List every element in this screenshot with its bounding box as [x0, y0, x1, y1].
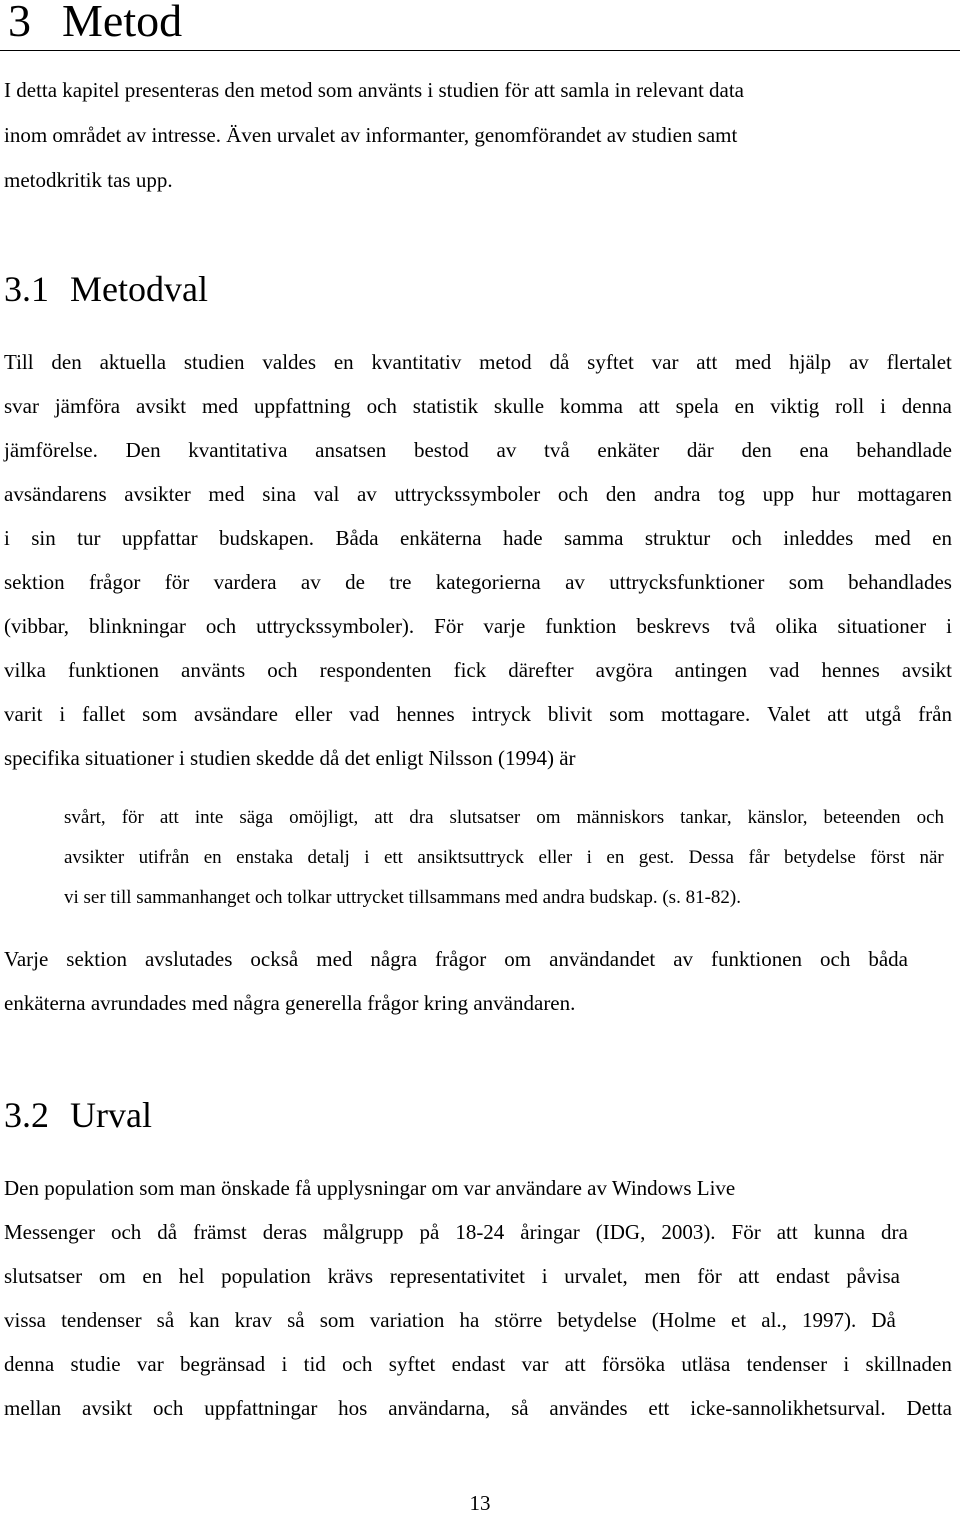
paragraph-line: I detta kapitel presenteras den metod som använts i studien för att samla in relevant data [4, 78, 745, 102]
word: och [153, 1396, 184, 1420]
word: hjälp [789, 350, 832, 374]
word: detalj [307, 847, 350, 868]
word: flertalet [886, 350, 952, 374]
word: av [356, 482, 377, 506]
word: eller [294, 702, 333, 726]
word: så [156, 1308, 175, 1332]
word: 2003). [661, 1220, 716, 1244]
word: men [644, 1264, 681, 1288]
word: att [696, 350, 718, 374]
word: krav [234, 1308, 272, 1332]
word: ett [383, 847, 403, 868]
word: mottagaren [857, 482, 952, 506]
word: främst [193, 1220, 247, 1244]
word: utifrån [138, 847, 190, 868]
word: först [870, 847, 906, 868]
word: tendenser [61, 1308, 142, 1332]
word: (vibbar, [4, 614, 70, 638]
word: För [434, 614, 464, 638]
word: tog [718, 482, 745, 506]
paragraph-line [4, 1394, 952, 1422]
word: fallet [82, 702, 126, 726]
word: uttryckssymboler). [256, 614, 415, 638]
word: på [419, 1220, 440, 1244]
word: tid [303, 1352, 326, 1376]
word: jämföra [54, 394, 121, 418]
word: statistik [412, 394, 479, 418]
word: betydelse [557, 1308, 637, 1332]
word: al., [761, 1308, 787, 1332]
paragraph-line [4, 1350, 952, 1378]
word: beskrevs [636, 614, 710, 638]
word: mottagare. [661, 702, 751, 726]
word: som [142, 702, 178, 726]
word: och [731, 526, 762, 550]
word: att [827, 702, 849, 726]
word: den [741, 438, 772, 462]
word: svårt, [64, 807, 106, 828]
word: användandet [549, 947, 656, 971]
word: funktionen [711, 947, 803, 971]
word: båda [868, 947, 908, 971]
word: roll [835, 394, 865, 418]
word: användes [549, 1396, 628, 1420]
word: där [686, 438, 714, 462]
section-number: 3.2 [4, 1095, 49, 1135]
paragraph-line [4, 392, 952, 420]
word: så [287, 1308, 305, 1332]
word: hur [811, 482, 840, 506]
word: målgrupp [323, 1220, 404, 1244]
word: att [738, 1264, 760, 1288]
word: var [651, 350, 679, 374]
word: upp [762, 482, 795, 506]
word: i [880, 394, 886, 418]
word: svar [4, 394, 39, 418]
word: komma [559, 394, 623, 418]
word: kategorierna [435, 570, 541, 594]
word: avsikter [64, 847, 125, 868]
word: i [541, 1264, 548, 1288]
word: med [201, 394, 239, 418]
word: Båda [335, 526, 379, 550]
paragraph-line [4, 945, 908, 973]
word: avsändarens [4, 482, 107, 506]
word: hennes [821, 658, 880, 682]
word: representativitet [389, 1264, 526, 1288]
word: sina [262, 482, 297, 506]
word: valdes [262, 350, 317, 374]
word: (IDG, [595, 1220, 646, 1244]
word: kvantitativa [188, 438, 288, 462]
word: Dessa [688, 847, 734, 868]
word: krävs [327, 1264, 374, 1288]
word: avsikt [135, 394, 187, 418]
word: några [370, 947, 418, 971]
word: struktur [644, 526, 711, 550]
word: som [609, 702, 645, 726]
word: den [51, 350, 82, 374]
word: begränsad [180, 1352, 266, 1376]
word: tre [389, 570, 412, 594]
word: (Holme [651, 1308, 716, 1332]
word: med [874, 526, 911, 550]
word: aktuella [99, 350, 167, 374]
word: kvantitativ [371, 350, 462, 374]
word: att [638, 394, 660, 418]
word: åringar [520, 1220, 580, 1244]
word: denna [901, 394, 952, 418]
paragraph-line [4, 1218, 908, 1246]
word: Varje [4, 947, 49, 971]
paragraph-line [4, 656, 952, 684]
word: skulle [493, 394, 545, 418]
word: Messenger [4, 1220, 95, 1244]
word: av [673, 947, 694, 971]
word: med [316, 947, 353, 971]
word: att [374, 807, 394, 828]
word: studien [183, 350, 245, 374]
word: studie [70, 1352, 121, 1376]
word: och [557, 482, 589, 506]
word: så [511, 1396, 529, 1420]
word: avsändare [194, 702, 278, 726]
quote-line [64, 844, 944, 872]
word: avsikter [124, 482, 191, 506]
word: avgöra [595, 658, 653, 682]
word: För [731, 1220, 761, 1244]
word: slutsatser [449, 807, 521, 828]
word: blinkningar [89, 614, 186, 638]
section-number: 3.1 [4, 269, 49, 309]
paragraph-line [4, 436, 952, 464]
word: 18-24 [455, 1220, 505, 1244]
word: Den [125, 438, 161, 462]
word: varje [483, 614, 526, 638]
word: syftet [388, 1352, 436, 1376]
word: uttrycksfunktioner [609, 570, 765, 594]
word: två [544, 438, 570, 462]
word: och [110, 1220, 142, 1244]
word: vad [769, 658, 800, 682]
word: ena [799, 438, 829, 462]
word: jämförelse. [4, 438, 98, 462]
word: användarna, [388, 1396, 491, 1420]
paragraph-line [4, 568, 952, 596]
word: tankar, [680, 807, 732, 828]
word: hos [338, 1396, 368, 1420]
word: i [4, 526, 10, 550]
word: frågor [435, 947, 487, 971]
paragraph-line [4, 1262, 900, 1290]
word: om [98, 1264, 126, 1288]
word: metod [479, 350, 532, 374]
word: uppfattning [253, 394, 351, 418]
word: enstaka [236, 847, 294, 868]
word: enkäterna [399, 526, 482, 550]
word: människors [576, 807, 665, 828]
word: i [586, 847, 592, 868]
word: inte [194, 807, 224, 828]
word: och [267, 658, 298, 682]
word: och [820, 947, 851, 971]
word: att [776, 1220, 798, 1244]
paragraph-line [4, 1306, 896, 1334]
word: utgå [865, 702, 902, 726]
section-heading-metodval [0, 264, 960, 314]
paragraph-line [4, 524, 952, 552]
word: om [504, 947, 532, 971]
word: avsikt [901, 658, 952, 682]
word: behandlade [856, 438, 952, 462]
word: frågor [89, 570, 141, 594]
page-number: 13 [469, 1491, 491, 1515]
word: spela [675, 394, 719, 418]
word: uppfattningar [204, 1396, 318, 1420]
word: uppfattar [121, 526, 198, 550]
word: blivit [547, 702, 593, 726]
word: då [549, 350, 570, 374]
word: behandlades [848, 570, 952, 594]
word: som [319, 1308, 355, 1332]
word: då [157, 1220, 178, 1244]
word: med [208, 482, 245, 506]
word: situationer [837, 614, 927, 638]
word: viktig [770, 394, 820, 418]
word: hel [178, 1264, 205, 1288]
word: också [250, 947, 299, 971]
word: av [300, 570, 321, 594]
word: i [843, 1352, 850, 1376]
word: att [564, 1352, 586, 1376]
word: gest. [638, 847, 675, 868]
quote-line [64, 804, 944, 832]
word: syftet [587, 350, 634, 374]
word: beteenden [823, 807, 901, 828]
word: och [916, 807, 944, 828]
word: vissa [4, 1308, 46, 1332]
word: val [313, 482, 340, 506]
word: skillnaden [865, 1352, 952, 1376]
word: inleddes [783, 526, 854, 550]
word: avsikt [82, 1396, 133, 1420]
paragraph-line: metodkritik tas upp. [4, 168, 173, 192]
word: intryck [471, 702, 532, 726]
word: för [121, 807, 144, 828]
word: deras [262, 1220, 308, 1244]
word: använts [181, 658, 246, 682]
paragraph-line [4, 612, 952, 640]
word: en [734, 394, 755, 418]
word: om [536, 807, 561, 828]
word: försöka [602, 1352, 666, 1376]
word: eller [538, 847, 573, 868]
word: icke-sannolikhetsurval. [690, 1396, 886, 1420]
word: olika [775, 614, 818, 638]
word: utläsa [681, 1352, 731, 1376]
word: mellan [4, 1396, 62, 1420]
word: en [203, 847, 222, 868]
word: känslor, [747, 807, 808, 828]
word: i [364, 847, 370, 868]
word: endast [776, 1264, 830, 1288]
chapter-number: 3 [8, 0, 31, 46]
word: budskapen. [218, 526, 315, 550]
word: en [606, 847, 625, 868]
word: påvisa [846, 1264, 900, 1288]
word: och [205, 614, 237, 638]
word: av [496, 438, 517, 462]
paragraph-line [4, 480, 952, 508]
word: vad [349, 702, 380, 726]
word: ett [648, 1396, 670, 1420]
word: ansiktsuttryck [417, 847, 524, 868]
word: population [221, 1264, 311, 1288]
word: kan [189, 1308, 220, 1332]
paragraph-line: Den population som man önskade få upplysningar om var användare av Windows Live [4, 1176, 736, 1200]
word: en [932, 526, 952, 550]
word: andra [653, 482, 701, 506]
paragraph-line [4, 348, 952, 376]
word: urvalet, [564, 1264, 628, 1288]
word: en [142, 1264, 163, 1288]
word: fick [453, 658, 487, 682]
word: avslutades [144, 947, 233, 971]
word: slutsatser [4, 1264, 83, 1288]
word: säga [239, 807, 274, 828]
paragraph-line: specifika situationer i studien skedde då det enligt Nilsson (1994) är [4, 746, 576, 770]
paragraph-line: enkäterna avrundades med några generella frågor kring användaren. [4, 991, 576, 1015]
word: sin [31, 526, 56, 550]
word: vilka [4, 658, 46, 682]
word: får [748, 847, 770, 868]
word: ha [459, 1308, 480, 1332]
word: större [494, 1308, 543, 1332]
word: hennes [396, 702, 455, 726]
word: var [136, 1352, 164, 1376]
word: dra [409, 807, 434, 828]
word: därefter [508, 658, 574, 682]
word: kunna [813, 1220, 866, 1244]
word: endast [451, 1352, 506, 1376]
word: en [333, 350, 354, 374]
word: tur [77, 526, 101, 550]
chapter-title: Metod [62, 0, 183, 46]
word: ansatsen [315, 438, 387, 462]
word: varit [4, 702, 43, 726]
word: med [735, 350, 772, 374]
word: två [729, 614, 756, 638]
word: sektion [66, 947, 127, 971]
word: och [366, 394, 397, 418]
word: dra [881, 1220, 908, 1244]
word: i [281, 1352, 288, 1376]
word: i [946, 614, 952, 638]
word: för [164, 570, 190, 594]
word: sektion [4, 570, 65, 594]
word: betydelse [784, 847, 856, 868]
word: uttryckssymboler [394, 482, 541, 506]
word: att [159, 807, 179, 828]
word: i [59, 702, 66, 726]
word: Detta [906, 1396, 952, 1420]
word: när [919, 847, 944, 868]
word: för [697, 1264, 722, 1288]
word: Till [4, 350, 34, 374]
word: och [342, 1352, 373, 1376]
word: den [605, 482, 637, 506]
paragraph-line [4, 700, 952, 728]
word: av [848, 350, 869, 374]
quote-line: vi ser till sammanhanget och tolkar uttrycket tillsammans med andra budskap. (s. 81-82). [64, 887, 741, 908]
word: denna [4, 1352, 55, 1376]
section-title: Metodval [70, 269, 208, 309]
word: vardera [213, 570, 277, 594]
word: var [521, 1352, 549, 1376]
word: de [345, 570, 365, 594]
chapter-heading [0, 0, 960, 51]
word: bestod [413, 438, 469, 462]
word: variation [369, 1308, 445, 1332]
word: enkäter [597, 438, 660, 462]
word: från [918, 702, 952, 726]
word: av [565, 570, 585, 594]
section-title: Urval [70, 1095, 152, 1135]
paragraph-line: inom området av intresse. Även urvalet av informanter, genomförandet av studien samt [4, 123, 738, 147]
word: hade [502, 526, 543, 550]
word: Då [871, 1308, 896, 1332]
word: respondenten [319, 658, 432, 682]
word: funktionen [68, 658, 160, 682]
word: funktion [545, 614, 617, 638]
word: et [731, 1308, 747, 1332]
word: samma [564, 526, 624, 550]
word: antingen [674, 658, 748, 682]
word: tendenser [746, 1352, 828, 1376]
word: Valet [767, 702, 811, 726]
word: 1997). [802, 1308, 857, 1332]
section-heading-urval [0, 1090, 960, 1140]
word: omöjligt, [289, 807, 359, 828]
word: som [788, 570, 824, 594]
